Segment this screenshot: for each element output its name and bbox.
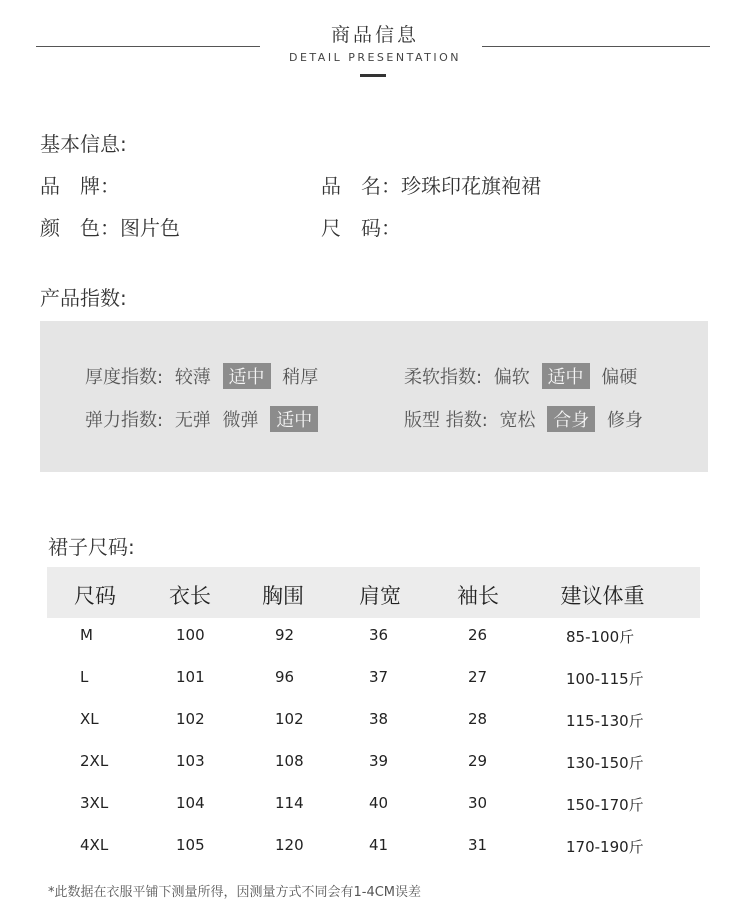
table-cell: 170-190斤 [566,838,644,856]
table-cell: 36 [369,626,389,644]
table-cell: 31 [468,836,488,854]
index-option-selected: 合身 [547,406,595,432]
table-cell: 105 [176,836,205,854]
table-cell: 38 [369,710,389,728]
table-header-cell: 袖长 [457,584,499,608]
color-value: 图片色 [120,216,180,240]
color-label: 颜 色： [40,216,120,240]
table-cell: 104 [176,794,205,812]
index-label: 版型 指数: [404,410,488,431]
table-cell: 39 [369,752,389,770]
index-row-softness [404,363,637,389]
table-cell: 120 [275,836,304,854]
table-header-cell: 肩宽 [359,584,401,608]
section-subtitle: DETAIL PRESENTATION [289,51,461,64]
product-index-heading: 产品指数: [40,286,127,310]
index-row-elasticity [85,406,318,432]
index-option: 微弹 [222,410,259,431]
measurement-note: *此数据在衣服平铺下测量所得，因测量方式不同会有1-4CM误差 [48,885,422,900]
brand-label: 品 牌： [40,174,120,198]
table-cell: 115-130斤 [566,712,644,730]
index-option: 修身 [607,410,643,431]
table-cell: 130-150斤 [566,754,644,772]
table-cell: 102 [176,710,205,728]
table-cell: 96 [275,668,295,686]
index-option: 偏硬 [601,367,638,388]
section-title: 商品信息 [330,24,419,46]
name-row [321,170,541,199]
table-cell: 37 [369,668,389,686]
index-row-thickness [85,363,318,389]
index-option-selected: 适中 [270,406,318,432]
table-cell: 150-170斤 [566,796,644,814]
size-cell: XL [80,710,99,728]
table-header-cell: 胸围 [262,584,304,608]
table-cell: 40 [369,794,389,812]
table-cell: 108 [275,752,304,770]
product-index-panel [40,321,708,472]
table-header-cell: 建议体重 [560,584,645,608]
index-row-fit [404,406,643,432]
size-row [321,212,401,241]
table-cell: 27 [468,668,488,686]
table-cell: 101 [176,668,205,686]
brand-row [40,170,120,199]
index-option: 宽松 [499,410,536,431]
name-label: 品 名： [321,174,401,198]
size-chart-heading: 裙子尺码: [48,535,135,559]
table-cell: 41 [369,836,389,854]
size-label: 尺 码： [321,216,401,240]
table-cell: 100 [176,626,205,644]
size-cell: 4XL [80,836,109,854]
table-cell: 102 [275,710,304,728]
size-cell: M [80,626,93,644]
index-option-selected: 适中 [542,363,590,389]
table-cell: 100-115斤 [566,670,644,688]
index-option: 无弹 [174,410,211,431]
basic-info-heading: 基本信息: [40,132,127,156]
title-underline [360,74,386,77]
table-cell: 85-100斤 [566,628,635,646]
index-option: 稍厚 [282,367,319,388]
color-row [40,212,180,241]
size-cell: 2XL [80,752,109,770]
table-cell: 29 [468,752,488,770]
index-label: 厚度指数: [85,367,164,388]
index-option: 偏软 [493,367,530,388]
table-header-cell: 衣长 [169,584,211,608]
size-cell: 3XL [80,794,109,812]
index-label: 弹力指数: [85,410,164,431]
table-cell: 103 [176,752,205,770]
table-cell: 92 [275,626,295,644]
table-header-cell: 尺码 [74,584,116,608]
name-value: 珍珠印花旗袍裙 [401,174,541,198]
table-cell: 26 [468,626,488,644]
index-label: 柔软指数: [404,367,483,388]
size-cell: L [80,668,89,686]
index-option-selected: 适中 [223,363,271,389]
index-option: 较薄 [174,367,211,388]
table-cell: 114 [275,794,304,812]
table-cell: 30 [468,794,488,812]
table-cell: 28 [468,710,488,728]
